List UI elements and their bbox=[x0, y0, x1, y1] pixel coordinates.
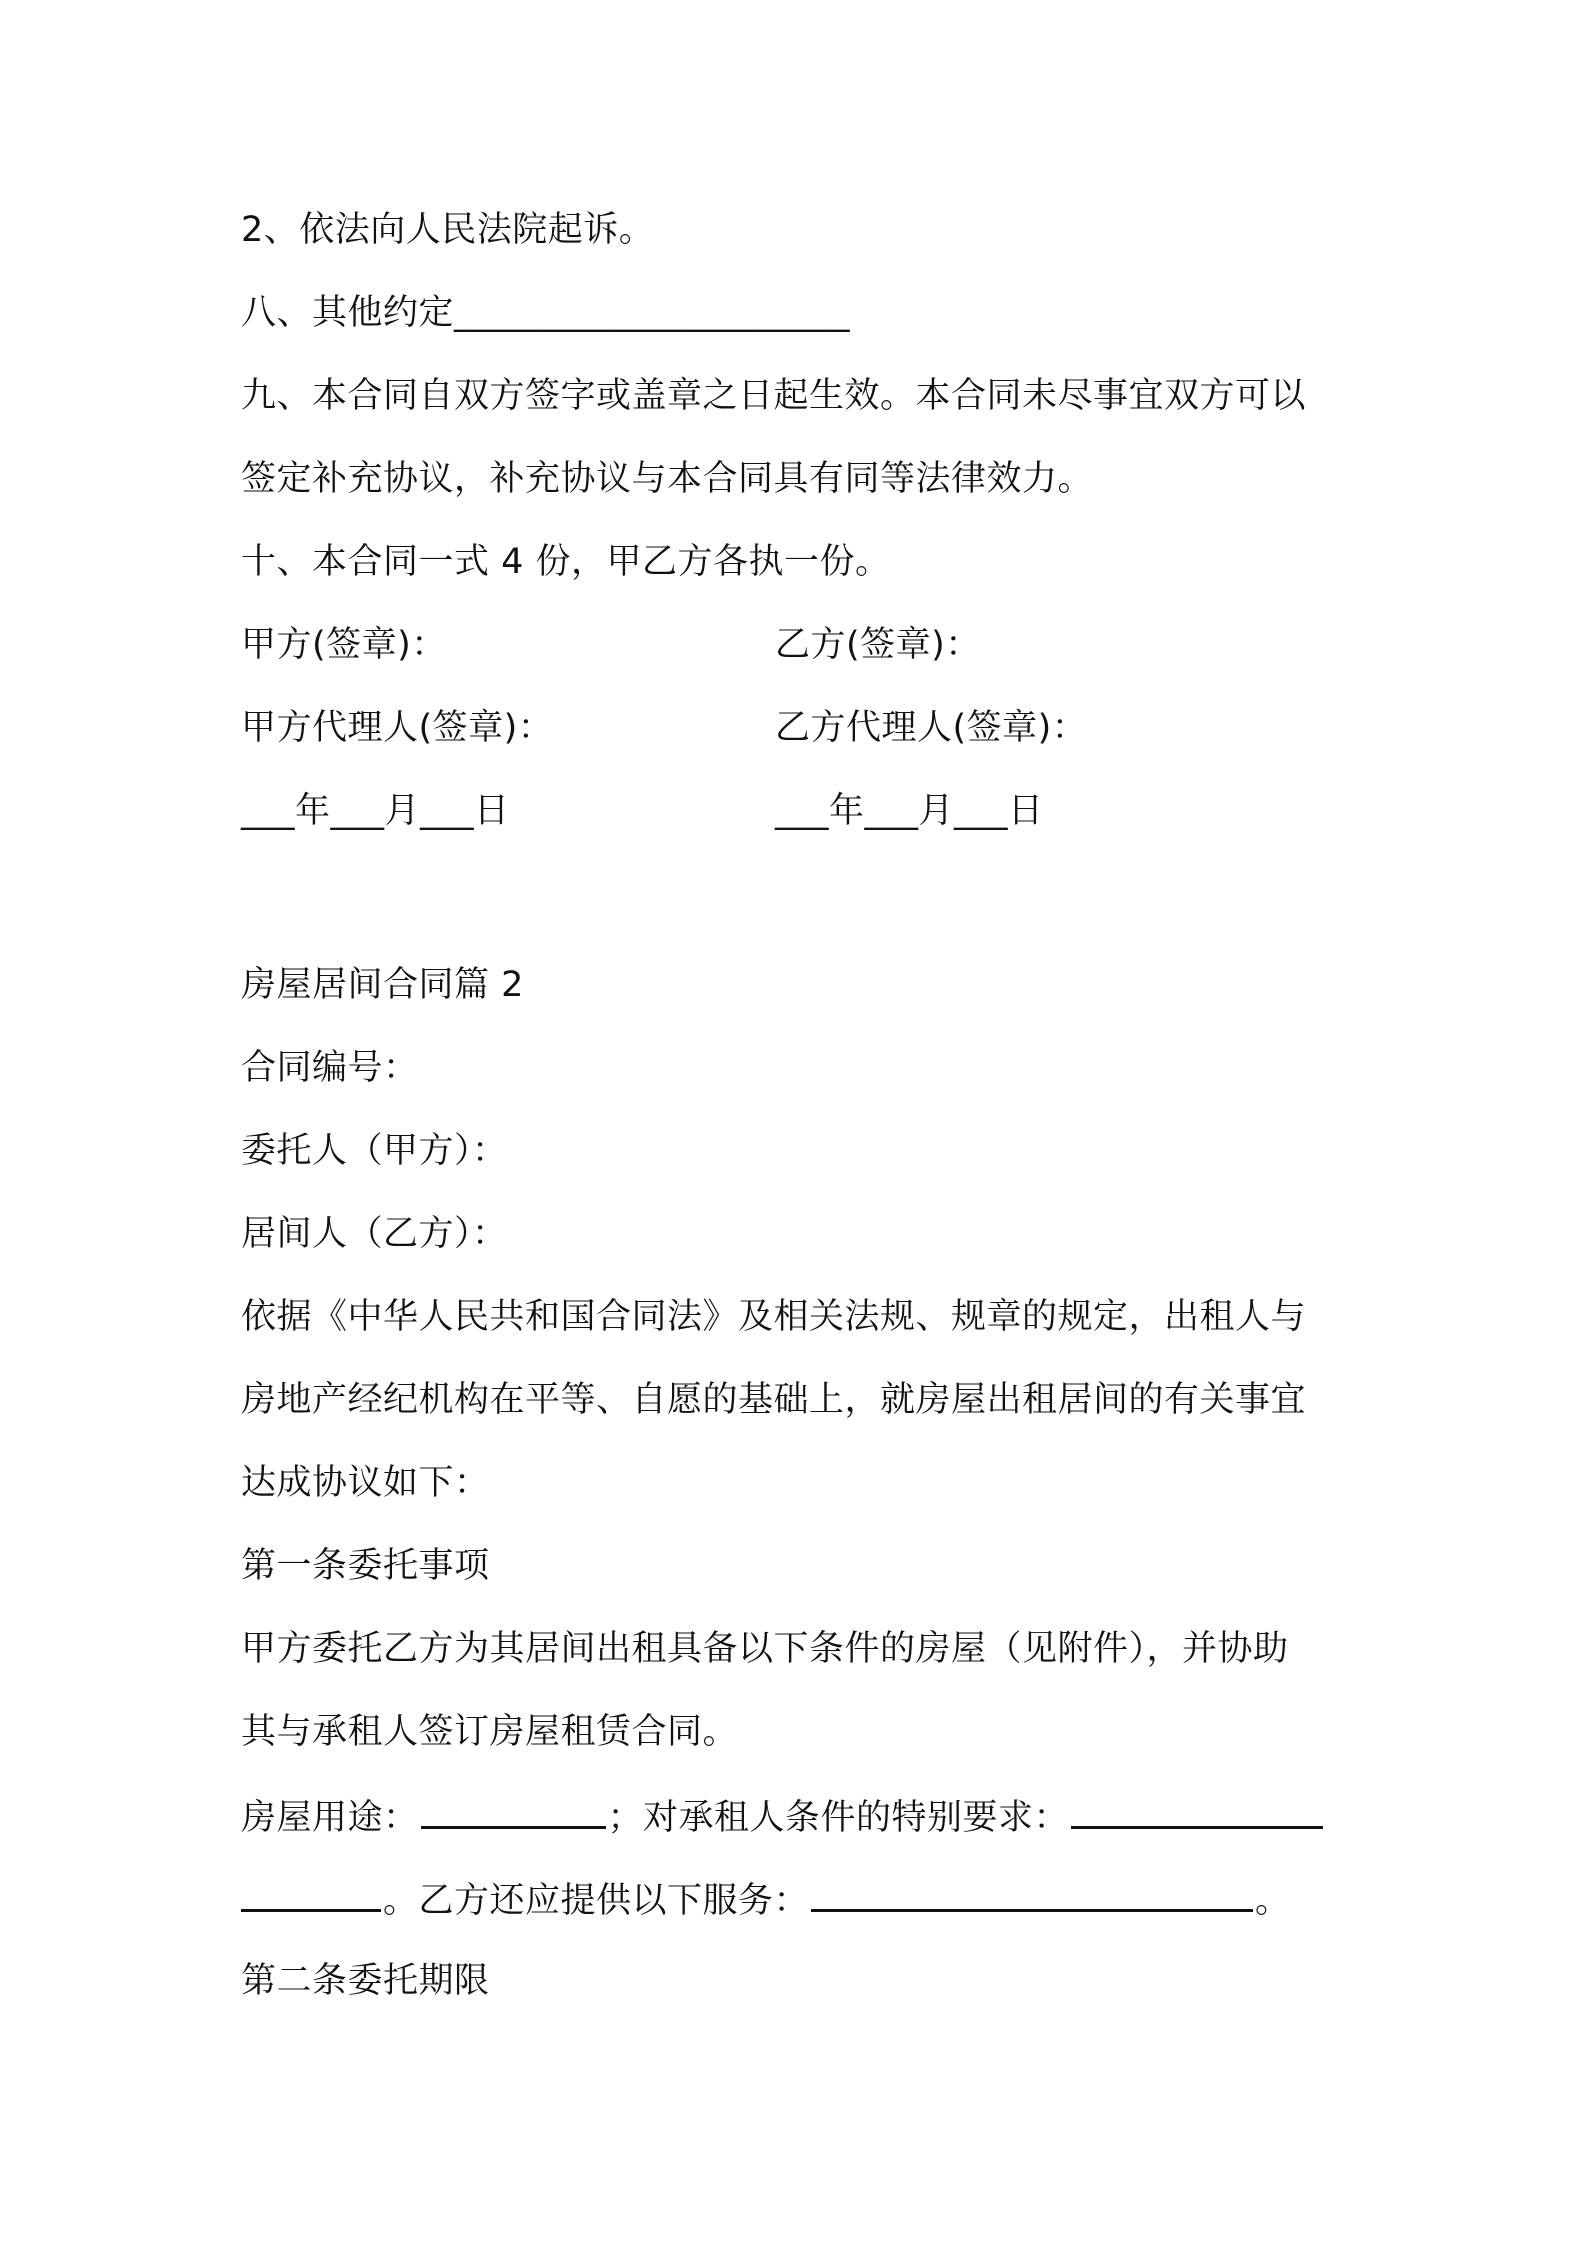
article-2-heading: 第二条委托期限 bbox=[241, 1961, 490, 2001]
usage-line bbox=[241, 1790, 1325, 1840]
contract-number-label: 合同编号： bbox=[241, 1048, 419, 1088]
tenant-requirement-blank bbox=[1071, 1790, 1323, 1829]
intermediary-label: 居间人（乙方）： bbox=[241, 1214, 508, 1254]
article-1-heading: 第一条委托事项 bbox=[241, 1546, 490, 1586]
intro-line-1: 依据《中华人民共和国合同法》及相关法规、规章的规定，出租人与 bbox=[241, 1297, 1307, 1337]
party-a-agent-label: 甲方代理人(签章)： bbox=[241, 708, 554, 748]
section-title: 房屋居间合同篇 2 bbox=[241, 965, 524, 1005]
services-label: 。乙方还应提供以下服务： bbox=[383, 1881, 810, 1921]
party-b-signature-label: 乙方(签章)： bbox=[775, 625, 981, 665]
party-a-date: ___年___月___日 bbox=[241, 791, 510, 831]
services-line bbox=[241, 1873, 1291, 1923]
services-end: 。 bbox=[1255, 1881, 1291, 1921]
clause-9-line-2: 签定补充协议，补充协议与本合同具有同等法律效力。 bbox=[241, 459, 1094, 499]
usage-label: 房屋用途： bbox=[241, 1798, 419, 1838]
clause-10: 十、本合同一式 4 份，甲乙方各执一份。 bbox=[241, 542, 891, 582]
party-b-agent-label: 乙方代理人(签章)： bbox=[775, 708, 1088, 748]
article-1-line-1: 甲方委托乙方为其居间出租具备以下条件的房屋（见附件），并协助 bbox=[241, 1629, 1289, 1669]
tenant-requirement-blank-cont bbox=[241, 1873, 381, 1912]
services-blank bbox=[811, 1873, 1253, 1912]
clause-9-line-1: 九、本合同自双方签字或盖章之日起生效。本合同未尽事宜双方可以 bbox=[241, 376, 1307, 416]
intro-line-2: 房地产经纪机构在平等、自愿的基础上，就房屋出租居间的有关事宜 bbox=[241, 1380, 1307, 1420]
tenant-requirement-label: ；对承租人条件的特别要求： bbox=[607, 1798, 1070, 1838]
party-b-date: ___年___月___日 bbox=[775, 791, 1044, 831]
clause-litigation: 2、依法向人民法院起诉。 bbox=[241, 210, 655, 250]
principal-label: 委托人（甲方）： bbox=[241, 1131, 508, 1171]
clause-8-other-terms: 八、其他约定______________________ bbox=[241, 293, 851, 333]
intro-line-3: 达成协议如下： bbox=[241, 1463, 490, 1503]
article-1-line-2: 其与承租人签订房屋租赁合同。 bbox=[241, 1712, 739, 1752]
party-a-signature-label: 甲方(签章)： bbox=[241, 625, 447, 665]
usage-blank bbox=[421, 1790, 606, 1829]
